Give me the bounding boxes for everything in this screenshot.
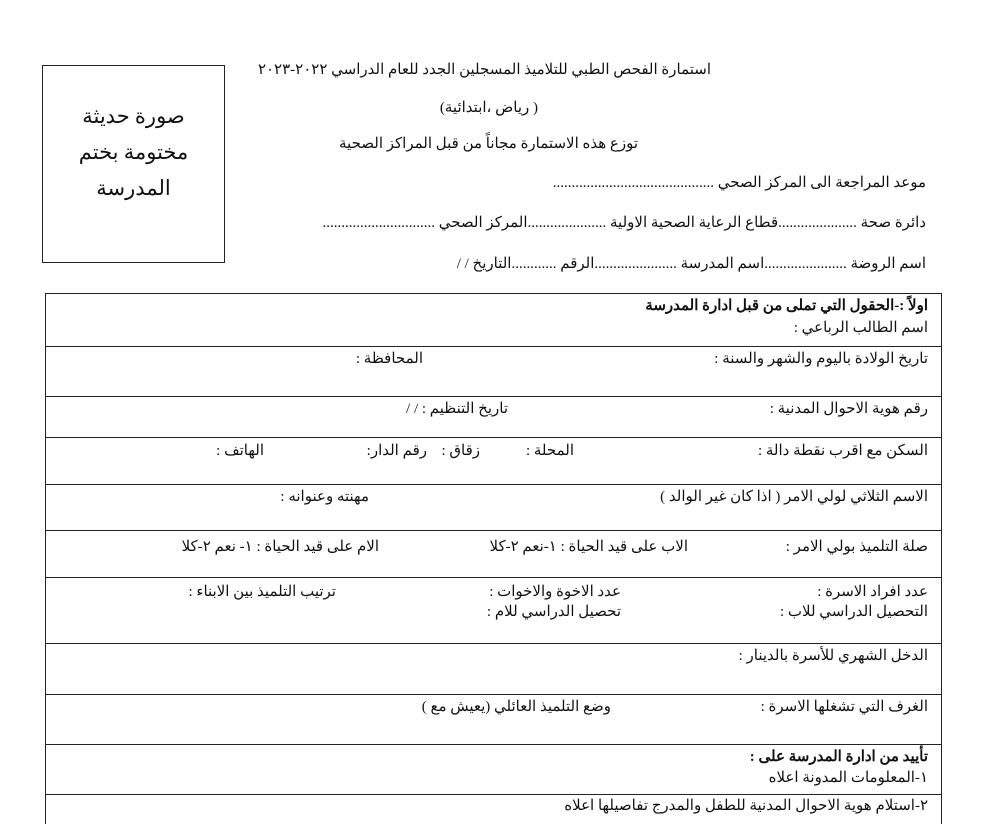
family-status-field[interactable]: وضع التلميذ العائلي (يعيش مع ): [421, 699, 611, 715]
row-divider: [46, 794, 941, 795]
row-divider: [46, 437, 941, 438]
confirm-item-2[interactable]: ٢-استلام هوية الاحوال المدنية للطفل والمدرج تفاصيلها اعلاه: [564, 798, 928, 814]
residence-field[interactable]: السكن مع اقرب نقطة دالة :: [757, 443, 928, 459]
row-divider: [46, 577, 941, 578]
photo-box-line: مختومة بختم: [78, 140, 189, 164]
issue-date-field[interactable]: تاريخ التنظيم : / /: [406, 401, 508, 417]
appointment-line: موعد المراجعة الى المركز الصحي ...........................................: [552, 175, 926, 191]
civil-id-field[interactable]: رقم هوية الاحوال المدنية :: [769, 401, 928, 417]
section1-heading: اولاً :-الحقول التي تملى من قبل ادارة المدرسة: [645, 298, 928, 314]
rooms-field[interactable]: الغرف التي تشغلها الاسرة :: [760, 699, 928, 715]
mother-alive-field[interactable]: الام على قيد الحياة : ١- نعم ٢-كلا: [181, 539, 379, 555]
confirm-heading: تأييد من ادارة المدرسة على :: [749, 749, 928, 765]
row-divider: [46, 744, 941, 745]
row-divider: [46, 530, 941, 531]
father-education-field[interactable]: التحصيل الدراسي للاب :: [780, 604, 928, 620]
health-dept-line: دائرة صحة .....................قطاع الرعاية الصحية الاولية .....................المركز الصحي ..............................: [322, 215, 926, 231]
mahalla-field[interactable]: المحلة :: [525, 443, 574, 459]
relation-field[interactable]: صلة التلميذ بولي الامر :: [785, 539, 928, 555]
form-title: استمارة الفحص الطبي للتلاميذ المسجلين الجدد للعام الدراسي ٢٠٢٢-٢٠٢٣: [257, 62, 711, 78]
house-number-field[interactable]: رقم الدار:: [366, 443, 427, 459]
zuqaq-field[interactable]: زقاق :: [441, 443, 480, 459]
distribution-note: توزع هذه الاستمارة مجاناً من قبل المراكز الصحية: [339, 136, 638, 152]
confirm-item-1[interactable]: ١-المعلومات المدونة اعلاه: [768, 770, 928, 786]
siblings-count-field[interactable]: عدد الاخوة والاخوات :: [489, 584, 621, 600]
birth-date-field[interactable]: تاريخ الولادة باليوم والشهر والسنة :: [714, 351, 928, 367]
guardian-name-field[interactable]: الاسم الثلاثي لولي الامر ( اذا كان غير الوالد ): [660, 489, 928, 505]
mother-education-field[interactable]: تحصيل الدراسي للام :: [486, 604, 621, 620]
phone-field[interactable]: الهاتف :: [216, 443, 264, 459]
school-info-line: اسم الروضة ......................اسم المدرسة ......................الرقم ............التاريخ / /: [456, 256, 926, 272]
row-divider: [46, 694, 941, 695]
row-divider: [46, 396, 941, 397]
father-alive-field[interactable]: الاب على قيد الحياة : ١-نعم ٢-كلا: [489, 539, 688, 555]
student-name-field[interactable]: اسم الطالب الرباعي :: [793, 320, 928, 336]
row-divider: [46, 484, 941, 485]
row-divider: [46, 643, 941, 644]
photo-box: [42, 65, 225, 263]
form-subtitle: ( رياض ،ابتدائية): [439, 100, 538, 116]
monthly-income-field[interactable]: الدخل الشهري للأسرة بالدينار :: [738, 648, 928, 664]
row-divider: [46, 346, 941, 347]
photo-box-line: المدرسة: [96, 176, 171, 200]
birth-order-field[interactable]: ترتيب التلميذ بين الابناء :: [188, 584, 336, 600]
family-count-field[interactable]: عدد افراد الاسرة :: [817, 584, 928, 600]
guardian-job-field[interactable]: مهنته وعنوانه :: [280, 489, 369, 505]
form-table: [45, 293, 942, 824]
photo-box-line: صورة حديثة: [82, 104, 185, 128]
governorate-field[interactable]: المحافظة :: [355, 351, 423, 367]
